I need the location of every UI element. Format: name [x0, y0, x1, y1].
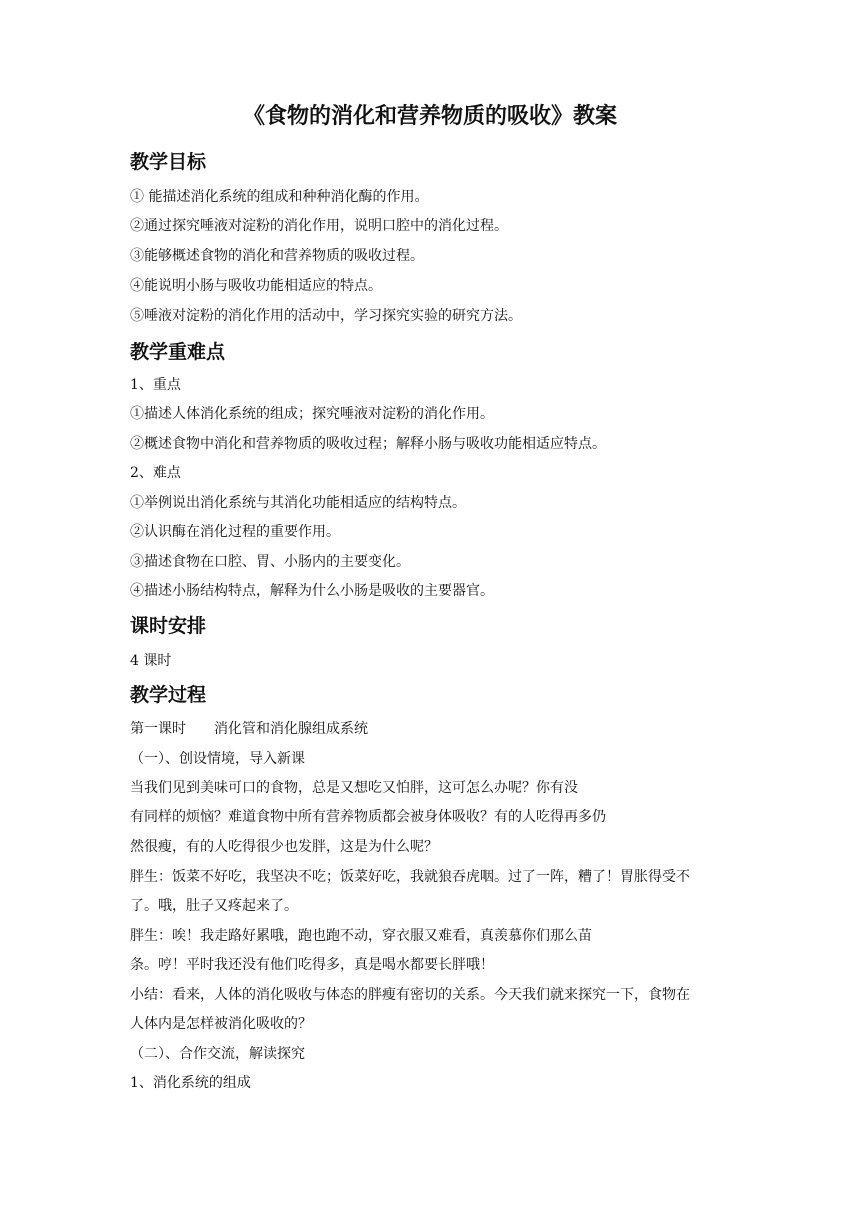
process-line-7: 了。哦，肚子又疼起来了。 [130, 898, 298, 914]
schedule-line-1: 4 课时 [130, 653, 172, 669]
process-line-9: 条。哼！平时我还没有他们吃得多，真是喝水都要长胖哦！ [130, 957, 494, 973]
process-line-13: 1、消化系统的组成 [130, 1075, 251, 1091]
key-point-line-2: ①描述人体消化系统的组成；探究唾液对淀粉的消化作用。 [130, 406, 494, 422]
key-point-line-1: 1、重点 [130, 377, 181, 393]
key-point-line-3: ②概述食物中消化和营养物质的吸收过程；解释小肠与吸收功能相适应特点。 [130, 436, 606, 452]
key-point-line-8: ④描述小肠结构特点，解释为什么小肠是吸收的主要器官。 [130, 583, 494, 599]
key-point-line-4: 2、难点 [130, 465, 181, 481]
objective-line-1: ① 能描述消化系统的组成和种种消化酶的作用。 [130, 189, 429, 205]
process-line-12: （二）、合作交流，解读探究 [130, 1046, 305, 1062]
objective-line-4: ④能说明小肠与吸收功能相适应的特点。 [130, 278, 382, 294]
key-point-line-7: ③描述食物在口腔、胃、小肠内的主要变化。 [130, 554, 410, 570]
section-heading-schedule: 课时安排 [130, 615, 207, 637]
process-line-6: 胖生：饭菜不好吃，我坚决不吃；饭菜好吃，我就狼吞虎咽。过了一阵，糟了！胃胀得受不 [130, 869, 690, 885]
process-line-2: （一）、创设情境，导入新课 [130, 751, 305, 767]
key-point-line-6: ②认识酶在消化过程的重要作用。 [130, 524, 340, 540]
process-line-5: 然很瘦，有的人吃得很少也发胖，这是为什么呢？ [130, 839, 438, 855]
process-line-4: 有同样的烦恼？难道食物中所有营养物质都会被身体吸收？有的人吃得再多仍 [130, 809, 606, 825]
section-heading-key-points: 教学重难点 [130, 341, 226, 363]
process-line-10: 小结：看来，人体的消化吸收与体态的胖瘦有密切的关系。今天我们就来探究一下，食物在 [130, 987, 690, 1003]
process-line-1: 第一课时 消化管和消化腺组成系统 [130, 721, 368, 737]
section-heading-objectives: 教学目标 [130, 151, 207, 173]
objective-line-2: ②通过探究唾液对淀粉的消化作用，说明口腔中的消化过程。 [130, 218, 508, 234]
process-line-3: 当我们见到美味可口的食物，总是又想吃又怕胖，这可怎么办呢？你有没 [130, 780, 578, 796]
objective-line-5: ⑤唾液对淀粉的消化作用的活动中，学习探究实验的研究方法。 [130, 308, 522, 324]
process-line-8: 胖生：唉！我走路好累哦，跑也跑不动，穿衣服又难看，真羡慕你们那么苗 [130, 928, 592, 944]
document-title: 《食物的消化和营养物质的吸收》教案 [242, 104, 617, 129]
section-heading-process: 教学过程 [130, 684, 207, 706]
process-line-11: 人体内是怎样被消化吸收的？ [130, 1016, 312, 1032]
objective-line-3: ③能够概述食物的消化和营养物质的吸收过程。 [130, 248, 424, 264]
key-point-line-5: ①举例说出消化系统与其消化功能相适应的结构特点。 [130, 495, 466, 511]
